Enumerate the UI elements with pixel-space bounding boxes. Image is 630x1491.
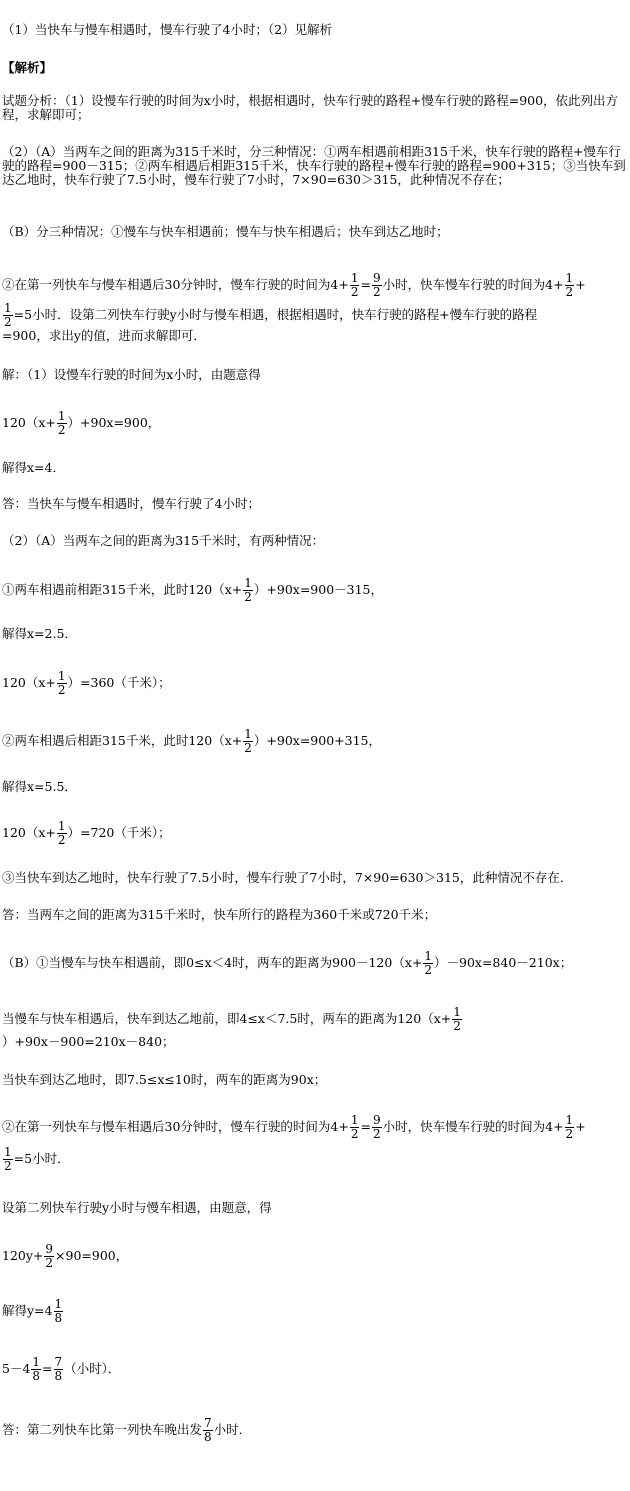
fraction: $\frac{1}{2}$ — [424, 949, 432, 977]
fraction: $\frac{1}{2}$ — [4, 1145, 12, 1173]
fraction: $\frac{7}{8}$ — [54, 1355, 63, 1383]
case-2-distance: 120（x+ $\frac{1}{2}$ ）=720（千米）； — [2, 819, 171, 847]
fraction: $\frac{1}{2}$ — [350, 271, 359, 299]
fraction: $\frac{1}{2}$ — [350, 1113, 359, 1141]
fraction: $\frac{1}{2}$ — [57, 409, 66, 437]
analysis-paragraph-4-line-2: $\frac{1}{2}$ =5小时．设第二列快车行驶y小时与慢车相遇，根据相遇时，快车行驶的路程+慢车行驶的路程 — [4, 301, 538, 329]
setup-y: 设第二列快车行驶y小时与慢车相遇，由题意，得 — [2, 1200, 272, 1215]
answer-2a: 答：当两车之间的距离为315千米时，快车所行的路程为360千米或720千米； — [2, 907, 437, 922]
part-2-intro: （2）（A）当两车之间的距离为315千米时，有两种情况： — [2, 533, 325, 548]
fraction: $\frac{1}{2}$ — [565, 271, 574, 299]
solution-y: 解得y=4 $\frac{1}{8}$ — [2, 1297, 63, 1325]
fraction: $\frac{9}{2}$ — [372, 1113, 381, 1141]
part-b-2-line-1: 当慢车与快车相遇后，快车到达乙地前，即4≤x＜7.5时，两车的距离为120（x+ $\frac{1}{2}$ — [2, 1005, 461, 1033]
fraction: $\frac{9}{2}$ — [45, 1242, 54, 1270]
fraction: $\frac{9}{2}$ — [372, 271, 381, 299]
analysis-paragraph-2: （2）（A）当两车之间的距离为315千米时，分三种情况：①两车相遇前相距315千米，快车行驶的路程+慢车行驶的路程=900－315；②两车相遇后相距315千米，快车行驶的路程+慢车行驶的路程=900+315；③当快车到达乙地时，快车行驶了7.5小时，慢车行驶了7小时，7×90=630＞315，此种情况不存在； — [2, 144, 626, 187]
case-2-solution: 解得x=5.5． — [2, 779, 77, 794]
answer-1: 答：当快车与慢车相遇时，慢车行驶了4小时； — [2, 496, 260, 511]
analysis-paragraph-1: 试题分析：（1）设慢车行驶的时间为x小时，根据相遇时，快车行驶的路程+慢车行驶的路程=900，依此列出方程，求解即可； — [2, 93, 619, 122]
part-b-4-line-2: $\frac{1}{2}$ =5小时． — [4, 1145, 70, 1173]
equation-1: 120（x+ $\frac{1}{2}$ ）+90x=900， — [2, 409, 161, 437]
fraction: $\frac{1}{2}$ — [244, 576, 252, 604]
answer-line: （1）当快车与慢车相遇时，慢车行驶了4小时；（2）见解析 — [2, 22, 333, 37]
fraction: $\frac{1}{2}$ — [4, 301, 12, 329]
analysis-heading: 【解析】 — [2, 60, 53, 75]
case-1-equation: ①两车相遇前相距315千米，此时120（x+ $\frac{1}{2}$ ）+90x=900－315， — [2, 576, 384, 604]
part-b-1: （B）①当慢车与快车相遇前，即0≤x＜4时，两车的距离为900－120（x+ $\frac{1}{2}$ ）－90x=840－210x； — [2, 949, 573, 977]
part-b-4-line-1: ②在第一列快车与慢车相遇后30分钟时，慢车行驶的时间为4+ $\frac{1}{2}$ = $\frac{9}{2}$ 小时，快车慢车行驶的时间为4+ $\frac{1}{2}$ + — [2, 1113, 586, 1141]
analysis-paragraph-4-line-3: =900，求出y的值，进而求解即可． — [2, 328, 206, 343]
equation-y: 120y+ $\frac{9}{2}$ ×90=900， — [2, 1242, 129, 1270]
fraction: $\frac{1}{8}$ — [32, 1355, 41, 1383]
part-b-3: 当快车到达乙地时，即7.5≤x≤10时，两车的距离为90x； — [2, 1072, 327, 1087]
fraction: $\frac{1}{2}$ — [244, 727, 252, 755]
fraction: $\frac{1}{2}$ — [57, 819, 66, 847]
solution-intro: 解：（1）设慢车行驶的时间为x小时，由题意得 — [2, 367, 261, 382]
case-1-distance: 120（x+ $\frac{1}{2}$ ）=360（千米）； — [2, 669, 171, 697]
fraction: $\frac{1}{2}$ — [565, 1113, 574, 1141]
calculation: 5－4 $\frac{1}{8}$ = $\frac{7}{8}$ （小时）． — [2, 1355, 121, 1383]
fraction: $\frac{1}{2}$ — [453, 1005, 461, 1033]
fraction: $\frac{1}{8}$ — [54, 1297, 63, 1325]
final-answer: 答：第二列快车比第一列快车晚出发 $\frac{7}{8}$ 小时． — [2, 1416, 252, 1444]
case-1-solution: 解得x=2.5． — [2, 626, 77, 641]
analysis-paragraph-4-line-1: ②在第一列快车与慢车相遇后30分钟时，慢车行驶的时间为4+ $\frac{1}{2}$ = $\frac{9}{2}$ 小时，快车慢车行驶的时间为4+ $\frac{1}{2}$ + — [2, 271, 586, 299]
part-b-2-line-2: ）+90x－900=210x－840； — [2, 1034, 175, 1049]
fraction: $\frac{7}{8}$ — [204, 1416, 212, 1444]
fraction: $\frac{1}{2}$ — [57, 669, 66, 697]
analysis-paragraph-3: （B）分三种情况：①慢车与快车相遇前；慢车与快车相遇后；快车到达乙地时； — [2, 224, 449, 239]
case-3: ③当快车到达乙地时，快车行驶了7.5小时，慢车行驶了7小时，7×90=630＞315，此种情况不存在． — [2, 870, 573, 885]
case-2-equation: ②两车相遇后相距315千米，此时120（x+ $\frac{1}{2}$ ）+90x=900+315， — [2, 727, 381, 755]
solution-1: 解得x=4． — [2, 460, 65, 475]
